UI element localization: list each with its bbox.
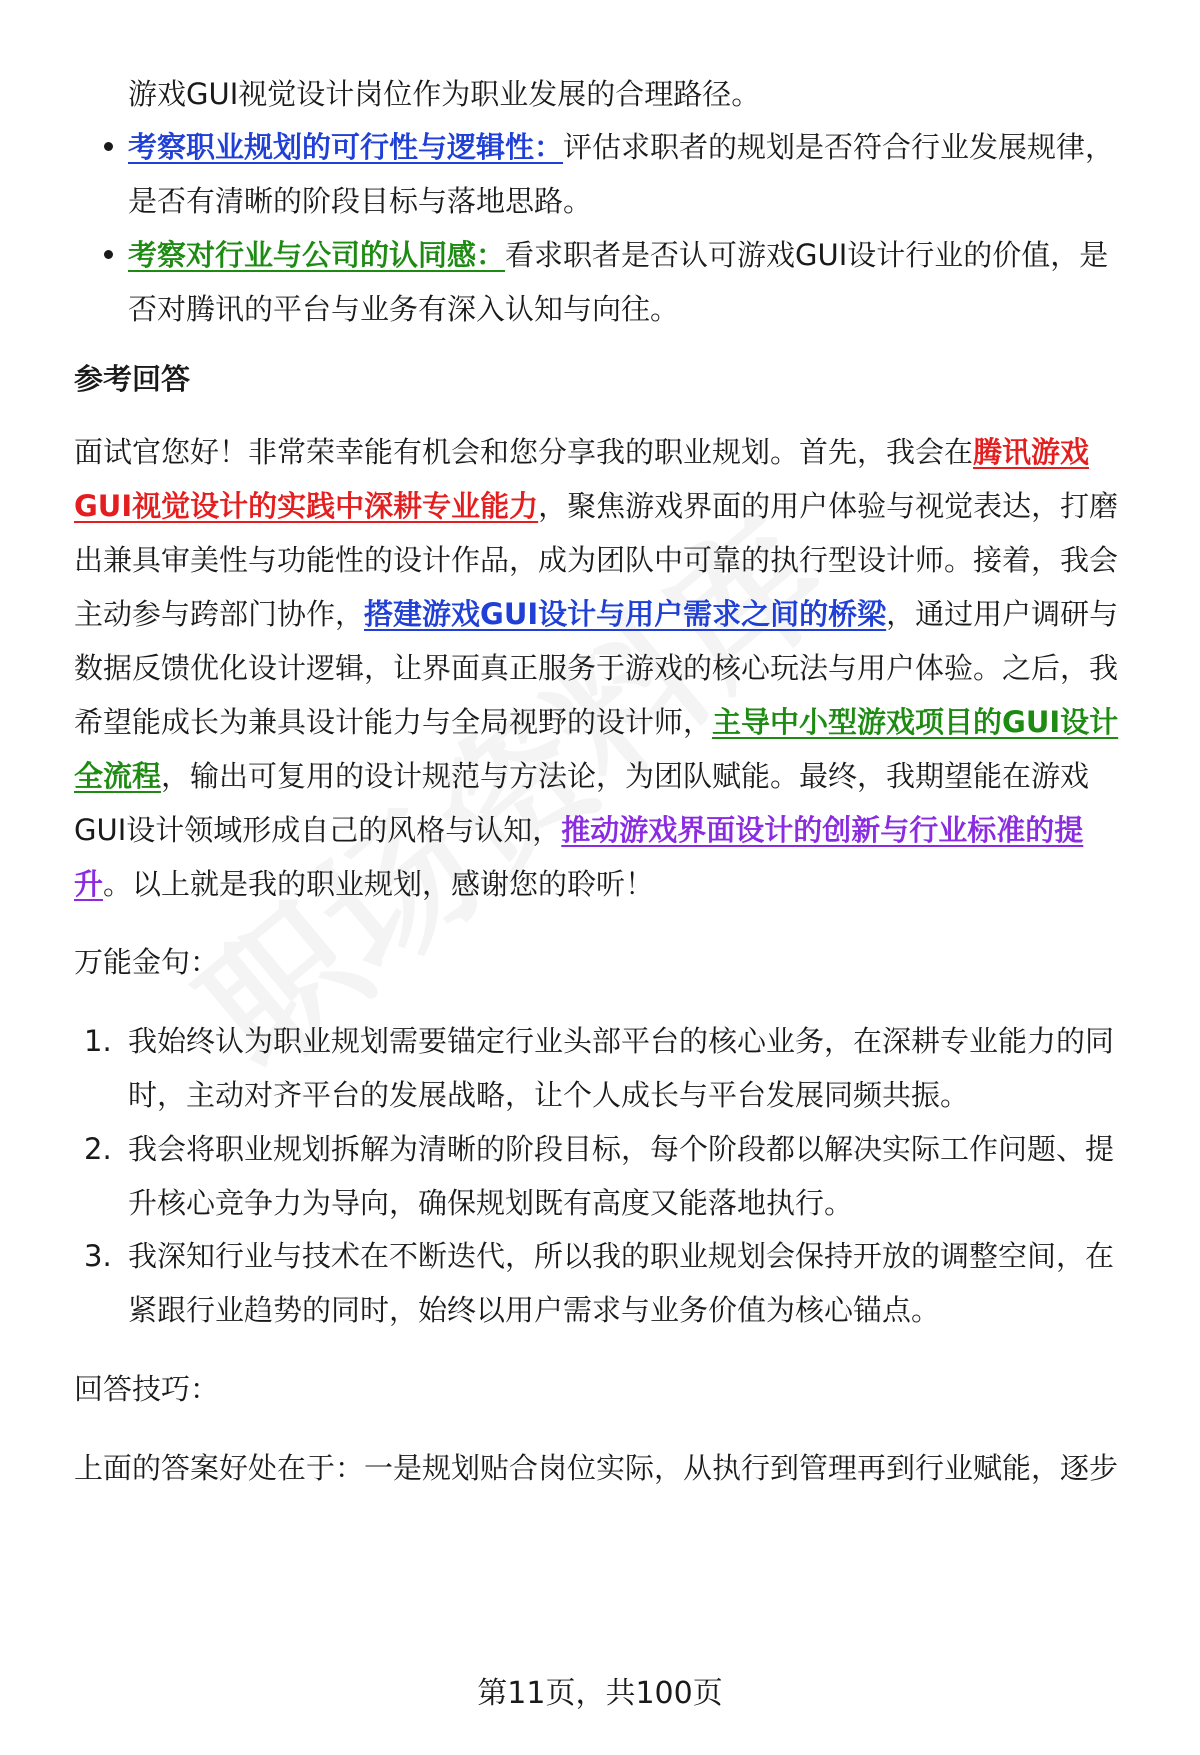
answer-line: 主动参与跨部门协作，搭建游戏GUI设计与用户需求之间的桥梁，通过用户调研与 bbox=[74, 597, 1119, 631]
bullet-dot bbox=[104, 142, 113, 151]
list-number: 3. bbox=[84, 1239, 112, 1273]
list-item: 我深知行业与技术在不断迭代，所以我的职业规划会保持开放的调整空间，在 bbox=[128, 1239, 1115, 1273]
bullet-continuation: 游戏GUI视觉设计岗位作为职业发展的合理路径。 bbox=[128, 77, 761, 111]
tips-text: 上面的答案好处在于：一是规划贴合岗位实际，从执行到管理再到行业赋能，逐步 bbox=[74, 1451, 1119, 1485]
answer-line: 出兼具审美性与功能性的设计作品，成为团队中可靠的执行型设计师。接着，我会 bbox=[74, 543, 1119, 577]
list-number: 2. bbox=[84, 1132, 112, 1166]
answer-line: 面试官您好！非常荣幸能有机会和您分享我的职业规划。首先，我会在腾讯游戏 bbox=[74, 435, 1090, 469]
section-heading-reference: 参考回答 bbox=[74, 362, 191, 396]
bullet-item bbox=[128, 117, 1158, 177]
bullet-item bbox=[128, 225, 1158, 285]
bullet-keyword: 考察职业规划的可行性与逻辑性： bbox=[128, 130, 564, 164]
list-item: 升核心竞争力为导向，确保规划既有高度又能落地执行。 bbox=[128, 1186, 854, 1220]
highlight-purple: 推动游戏界面设计的创新与行业标准的提 bbox=[561, 813, 1084, 847]
list-number: 1. bbox=[84, 1024, 112, 1058]
list-item: 紧跟行业趋势的同时，始终以用户需求与业务价值为核心锚点。 bbox=[128, 1293, 941, 1327]
list-item: 我始终认为职业规划需要锚定行业头部平台的核心业务，在深耕专业能力的同 bbox=[128, 1024, 1115, 1058]
page-number-footer: 第11页，共100页 bbox=[477, 1676, 723, 1711]
bullet-text: 是否有清晰的阶段目标与落地思路。 bbox=[128, 184, 593, 218]
answer-line: 数据反馈优化设计逻辑，让界面真正服务于游戏的核心玩法与用户体验。之后，我 bbox=[74, 651, 1119, 685]
list-item: 时，主动对齐平台的发展战略，让个人成长与平台发展同频共振。 bbox=[128, 1078, 970, 1112]
answer-line: 希望能成长为兼具设计能力与全局视野的设计师，主导中小型游戏项目的GUI设计 bbox=[74, 705, 1119, 739]
section-heading-tips: 回答技巧： bbox=[74, 1372, 220, 1406]
highlight-green: 全流程 bbox=[74, 759, 162, 793]
highlight-red: GUI视觉设计的实践中深耕专业能力 bbox=[74, 489, 539, 523]
answer-line: GUI视觉设计的实践中深耕专业能力，聚焦游戏界面的用户体验与视觉表达，打磨 bbox=[74, 489, 1119, 523]
answer-line: 升。以上就是我的职业规划，感谢您的聆听！ bbox=[74, 867, 655, 901]
bullet-keyword: 考察对行业与公司的认同感： bbox=[128, 238, 506, 272]
bullet-text: 评估求职者的规划是否符合行业发展规律， bbox=[563, 130, 1115, 164]
highlight-blue: 搭建游戏GUI设计与用户需求之间的桥梁 bbox=[364, 597, 887, 631]
bullet-dot bbox=[104, 250, 113, 259]
section-heading-golden: 万能金句： bbox=[74, 945, 220, 979]
list-item: 我会将职业规划拆解为清晰的阶段目标，每个阶段都以解决实际工作问题、提 bbox=[128, 1132, 1115, 1166]
bullet-text: 看求职者是否认可游戏GUI设计行业的价值，是 bbox=[505, 238, 1109, 272]
answer-line: 全流程，输出可复用的设计规范与方法论，为团队赋能。最终，我期望能在游戏 bbox=[74, 759, 1090, 793]
answer-line: GUI设计领域形成自己的风格与认知，推动游戏界面设计的创新与行业标准的提 bbox=[74, 813, 1084, 847]
highlight-green: 主导中小型游戏项目的GUI设计 bbox=[712, 705, 1119, 739]
highlight-red: 腾讯游戏 bbox=[973, 435, 1090, 469]
highlight-purple: 升 bbox=[74, 867, 104, 901]
bullet-text: 否对腾讯的平台与业务有深入认知与向往。 bbox=[128, 292, 680, 326]
